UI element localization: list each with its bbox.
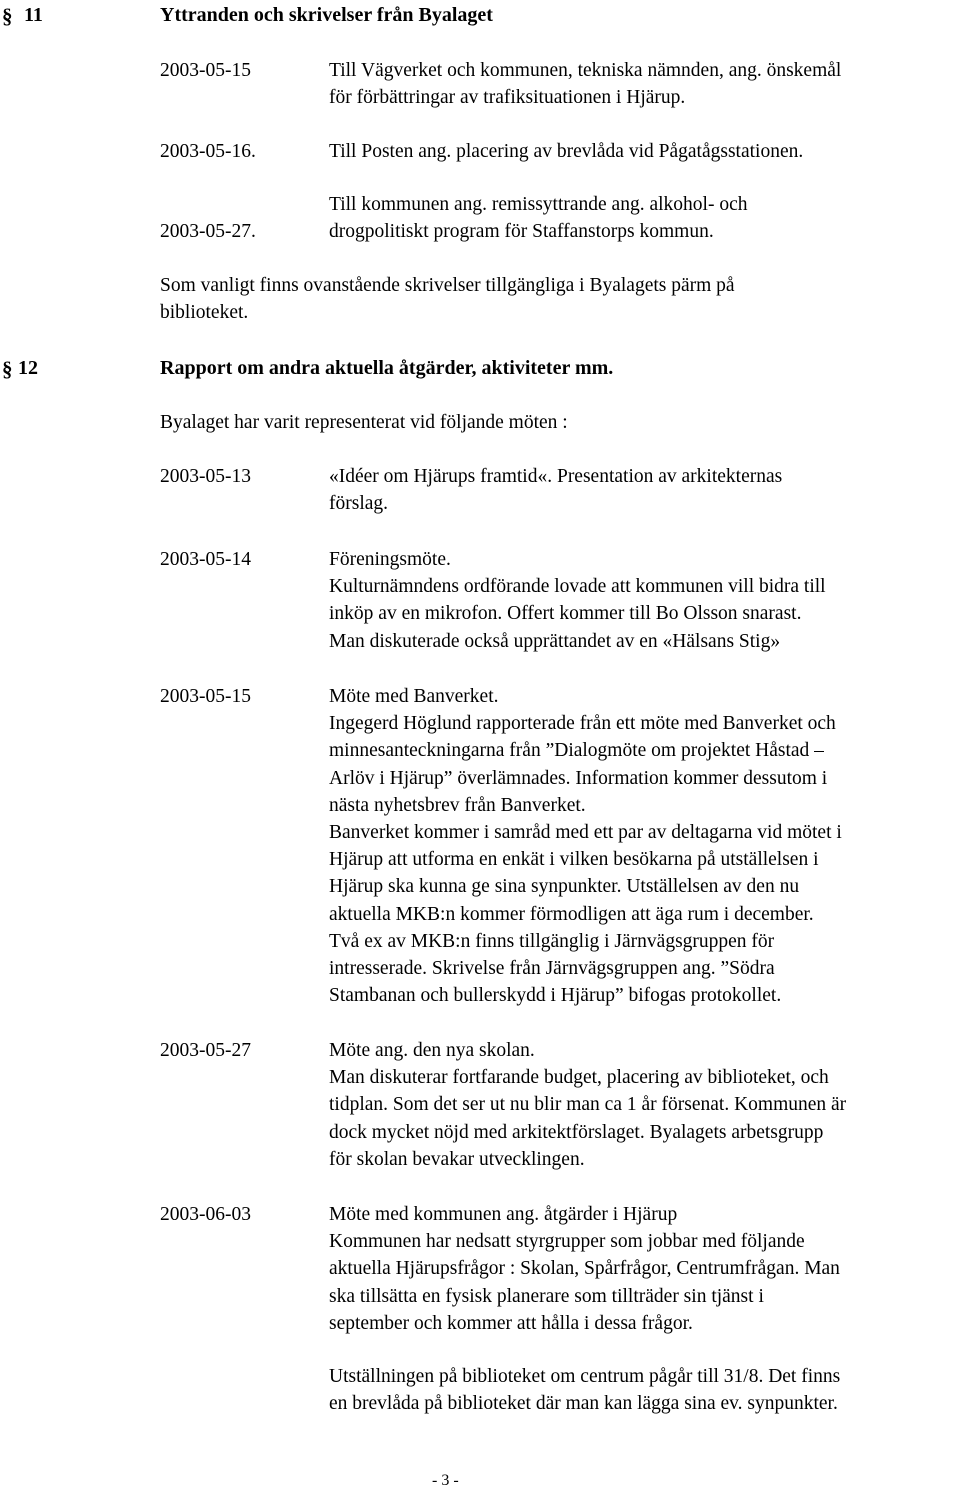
intro-text: Byalaget har varit representerat vid följande möten : — [160, 412, 568, 433]
meeting-date: 2003-05-14 — [160, 549, 251, 570]
section-title: Yttranden och skrivelser från Byalaget — [160, 4, 493, 26]
letter-text: Till Posten ang. placering av brevlåda vid Pågatågsstationen. — [329, 141, 804, 162]
meeting-text: Möte med Banverket. Ingegerd Höglund rapporterade från ett möte med Banverket och minnesanteckningarna från ”Dialogmöte om projektet Håstad – Arlöv i Hjärup” överlämnades. Information kommer dessutom i nästa nyhetsbrev från Banverket. Banverket kommer i samråd med ett par av deltagarna vid mötet i Hjärup att utforma en enkät i vilken besökarna på utställelsen i Hjärup ska kunna ge sina synpunkter. Utställelsen av den nu aktuella MKB:n kommer förmodligen att äga rum i december. Två ex av MKB:n finns tillgänglig i Järnvägsgruppen för intresserade. Skrivelse från Järnvägsgruppen ang. ”Södra Stambanan och bullerskydd i Hjärup” bifogas protokollet. — [329, 686, 842, 1007]
meeting-text: Möte ang. den nya skolan. Man diskuterar fortfarande budget, placering av biblioteket, och tidplan. Som det ser ut nu blir man ca 1 år försenat. Kommunen är dock mycket nöjd med arkitektförslaget. Byalagets arbetsgrupp för skolan bevakar utvecklingen. — [329, 1040, 847, 1170]
meeting-date: 2003-05-15 — [160, 686, 251, 707]
meeting-text: «Idéer om Hjärups framtid«. Presentation av arkitekternas förslag. — [329, 466, 783, 515]
section-title: Rapport om andra aktuella åtgärder, aktiviteter mm. — [160, 357, 614, 379]
letter-text: Till Vägverket och kommunen, tekniska nämnden, ang. önskemål för förbättringar av trafiksituationen i Hjärup. — [329, 60, 842, 109]
section-note: Som vanligt finns ovanstående skrivelser tillgängliga i Byalagets pärm på biblioteket. — [160, 275, 735, 324]
section-number: 11 — [24, 4, 43, 26]
letter-text: Till kommunen ang. remissyttrande ang. alkohol- och drogpolitiskt program för Staffanstorps kommun. — [329, 194, 748, 243]
letter-date: 2003-05-27. — [160, 221, 256, 242]
closing-paragraph: Utställningen på biblioteket om centrum pågår till 31/8. Det finns en brevlåda på biblioteket där man kan lägga sina ev. synpunkter. — [329, 1366, 841, 1415]
section-symbol: § — [2, 357, 13, 381]
section-number: 12 — [18, 357, 38, 379]
meeting-text: Föreningsmöte. Kulturnämndens ordförande lovade att kommunen vill bidra till inköp av en mikrofon. Offert kommer till Bo Olsson snarast. Man diskuterade också upprättandet av en «Hälsans Stig» — [329, 549, 826, 652]
meeting-date: 2003-05-13 — [160, 466, 251, 487]
section-symbol: § — [2, 4, 13, 28]
meeting-date: 2003-06-03 — [160, 1204, 251, 1225]
letter-date: 2003-05-15 — [160, 60, 251, 81]
meeting-text: Möte med kommunen ang. åtgärder i Hjärup Kommunen har nedsatt styrgrupper som jobbar med följande aktuella Hjärupsfrågor : Skolan, Spårfrågor, Centrumfrågan. Man ska tillsätta en fysisk planerare som tillträder sin tjänst i september och kommer att hålla i dessa frågor. — [329, 1204, 840, 1334]
meeting-date: 2003-05-27 — [160, 1040, 251, 1061]
page-number: - 3 - — [432, 1472, 459, 1489]
letter-date: 2003-05-16. — [160, 141, 256, 162]
